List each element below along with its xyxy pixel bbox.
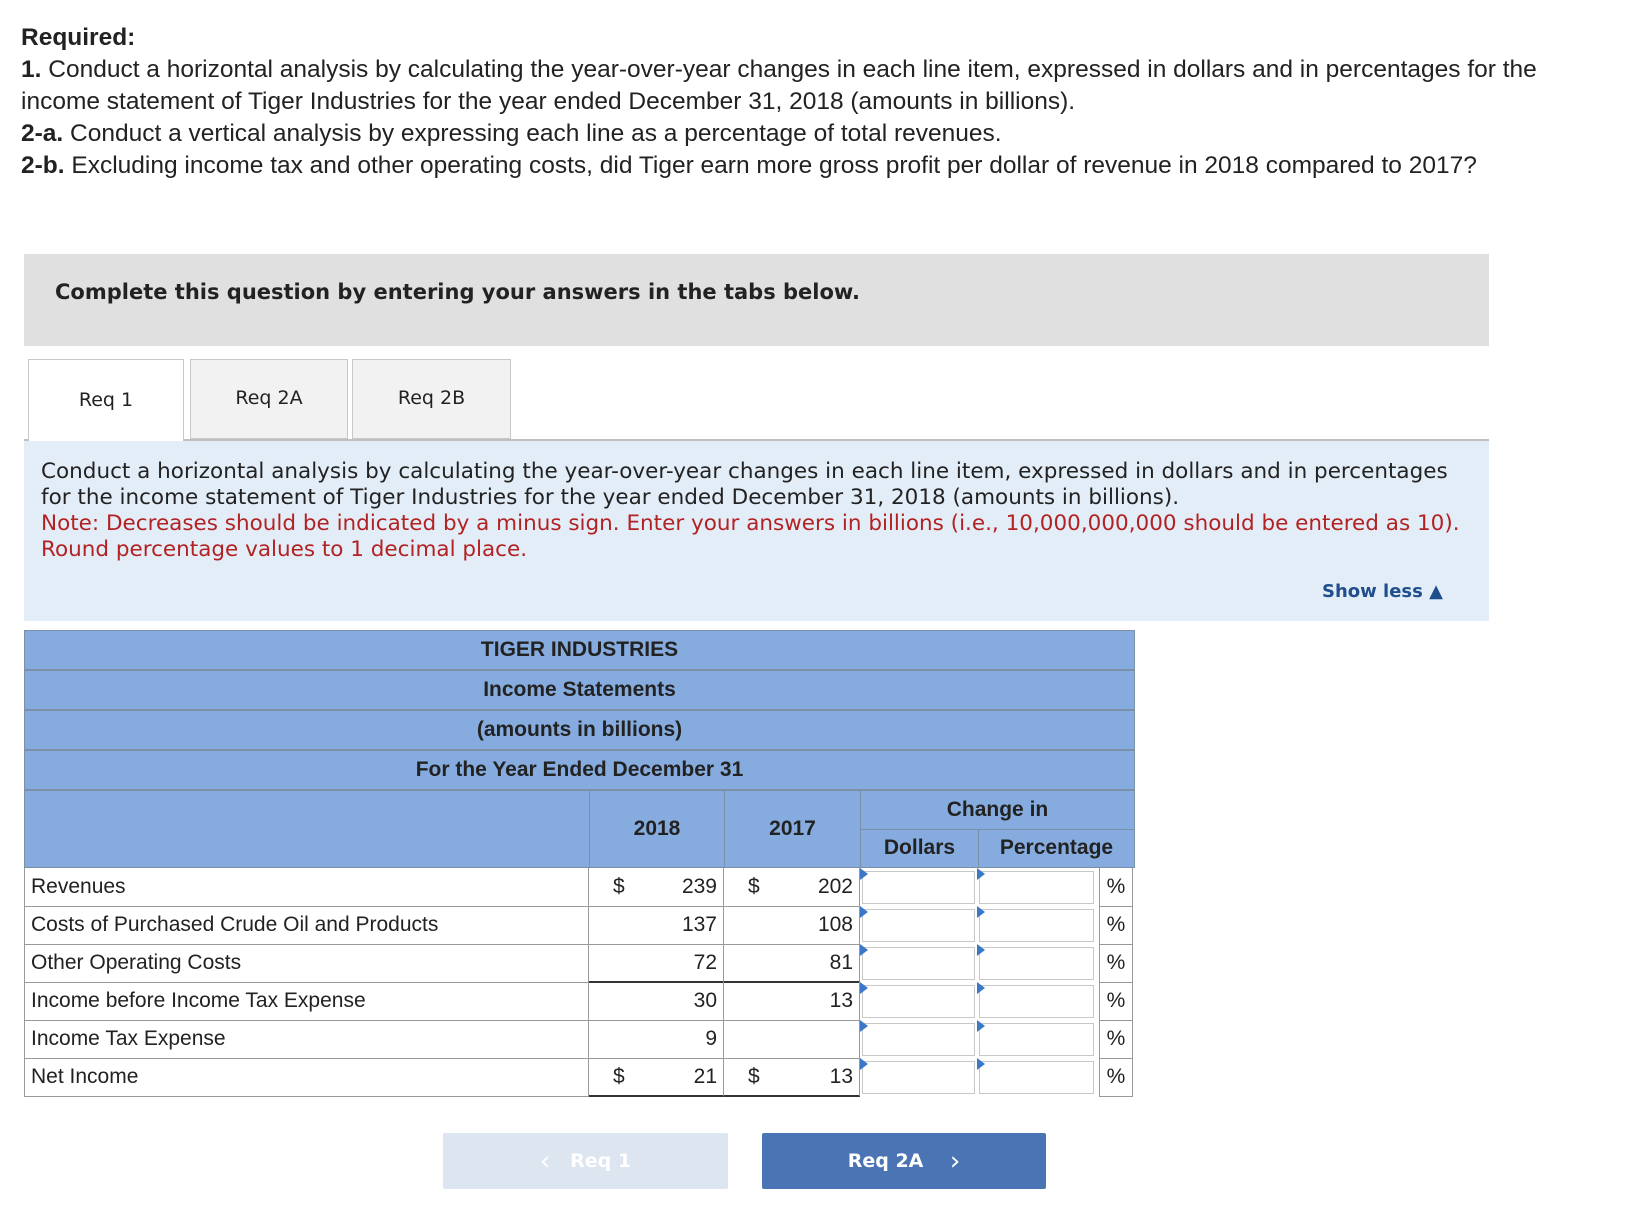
row-label: Net Income — [24, 1058, 589, 1097]
row-label: Income before Income Tax Expense — [24, 982, 589, 1021]
input-flag-icon — [860, 982, 868, 994]
instructions-text: Conduct a horizontal analysis by calculating the year-over-year changes in each line item, expressed in dollars and in percentages for the income statement of Tiger Industries for the year ended December 31, 2018 (amounts in billions). Note: Decreases should be indicated by a minus sign. Enter your answers in billions (i.e., 10,000,000,000 should be entered as 10). Round percentage values to 1 decimal place. — [41, 459, 1460, 562]
table-row — [24, 868, 1135, 907]
value-2017: $ 202 — [724, 868, 860, 907]
value-2018: 9 — [589, 1020, 724, 1059]
table-row — [24, 982, 1135, 1021]
percent-sign: % — [1099, 1020, 1133, 1059]
instructions-note: Note: Decreases should be indicated by a minus sign. Enter your answers in billions (i.e., 10,000,000,000 should be entered as 10). Round percentage values to 1 decimal place. — [41, 511, 1460, 562]
value-2017: $ 13 — [724, 1058, 860, 1097]
tab-req-1[interactable]: Req 1 — [28, 359, 184, 441]
statement-title: Income Statements — [24, 670, 1135, 710]
instructions-banner — [24, 254, 1489, 346]
prev-req-button[interactable]: ‹ Req 1 — [443, 1133, 728, 1189]
dollar-change-input[interactable] — [862, 909, 975, 942]
dollar-change-input[interactable] — [862, 985, 975, 1018]
input-flag-icon — [977, 906, 985, 918]
value-2018: 72 — [589, 944, 724, 983]
col-2018-header: 2018 — [589, 790, 725, 868]
input-flag-icon — [860, 1020, 868, 1032]
input-flag-icon — [860, 868, 868, 880]
percent-change-input[interactable] — [979, 1023, 1094, 1056]
dollars-header: Dollars — [861, 829, 979, 867]
percent-sign: % — [1099, 944, 1133, 983]
percent-change-input[interactable] — [979, 909, 1094, 942]
table-row — [24, 906, 1135, 945]
value-2018: 30 — [589, 982, 724, 1021]
percentage-header: Percentage — [999, 836, 1114, 859]
input-flag-icon — [977, 868, 985, 880]
chevron-right-icon: › — [949, 1146, 961, 1177]
required-item-2a: 2-a. Conduct a vertical analysis by expressing each line as a percentage of total revenues. — [21, 120, 1002, 147]
tab-req-2b[interactable]: Req 2B — [352, 359, 511, 439]
dollar-change-input[interactable] — [862, 1061, 975, 1094]
required-section — [21, 22, 1581, 182]
input-flag-icon — [977, 1058, 985, 1070]
statement-units: (amounts in billions) — [24, 710, 1135, 750]
value-2018: $ 239 — [589, 868, 724, 907]
triangle-up-icon: ▲ — [1429, 581, 1443, 602]
row-label: Costs of Purchased Crude Oil and Products — [24, 906, 589, 945]
percent-sign: % — [1099, 868, 1133, 907]
value-2017: 81 — [724, 944, 860, 983]
required-heading: Required: — [21, 24, 136, 51]
banner-text: Complete this question by entering your answers in the tabs below. — [55, 280, 860, 304]
value-2017 — [724, 1020, 860, 1059]
income-statement-table — [24, 630, 1135, 1108]
dollar-change-input[interactable] — [862, 871, 975, 904]
show-less-link[interactable]: Show less ▲ — [1322, 581, 1443, 602]
statement-period: For the Year Ended December 31 — [24, 750, 1135, 790]
row-label: Other Operating Costs — [24, 944, 589, 983]
col-2017-header: 2017 — [724, 790, 861, 868]
percent-change-input[interactable] — [979, 947, 1094, 980]
percent-change-input[interactable] — [979, 985, 1094, 1018]
input-flag-icon — [977, 1020, 985, 1032]
company-name: TIGER INDUSTRIES — [24, 630, 1135, 670]
input-flag-icon — [977, 982, 985, 994]
required-item-1: 1. Conduct a horizontal analysis by calculating the year-over-year changes in each line item, expressed in dollars and in percentages for the income statement of Tiger Industries for the year ended December 31, 2018 (amounts in billions). — [21, 56, 1537, 115]
value-2018: 137 — [589, 906, 724, 945]
percent-sign: % — [1099, 1058, 1133, 1097]
percent-change-input[interactable] — [979, 871, 1094, 904]
required-item-2b: 2-b. Excluding income tax and other operating costs, did Tiger earn more gross profit per dollar of revenue in 2018 compared to 2017? — [21, 152, 1477, 179]
input-flag-icon — [860, 1058, 868, 1070]
row-label: Revenues — [24, 868, 589, 907]
dollar-change-input[interactable] — [862, 947, 975, 980]
next-req-button[interactable]: Req 2A › — [762, 1133, 1046, 1189]
percent-change-input[interactable] — [979, 1061, 1094, 1094]
dollar-change-input[interactable] — [862, 1023, 975, 1056]
input-flag-icon — [860, 944, 868, 956]
change-in-header: Change in Dollars Percentage — [860, 790, 1135, 868]
table-row — [24, 1058, 1135, 1097]
chevron-left-icon: ‹ — [539, 1146, 551, 1177]
input-flag-icon — [977, 944, 985, 956]
percent-sign: % — [1099, 906, 1133, 945]
value-2017: 108 — [724, 906, 860, 945]
percent-sign: % — [1099, 982, 1133, 1021]
row-label: Income Tax Expense — [24, 1020, 589, 1059]
label-column-header — [24, 790, 590, 868]
input-flag-icon — [860, 906, 868, 918]
tab-req-2a[interactable]: Req 2A — [190, 359, 348, 439]
table-row — [24, 1020, 1135, 1059]
value-2017: 13 — [724, 982, 860, 1021]
value-2018: $ 21 — [589, 1058, 724, 1097]
instructions-panel — [24, 441, 1489, 621]
table-row — [24, 944, 1135, 983]
